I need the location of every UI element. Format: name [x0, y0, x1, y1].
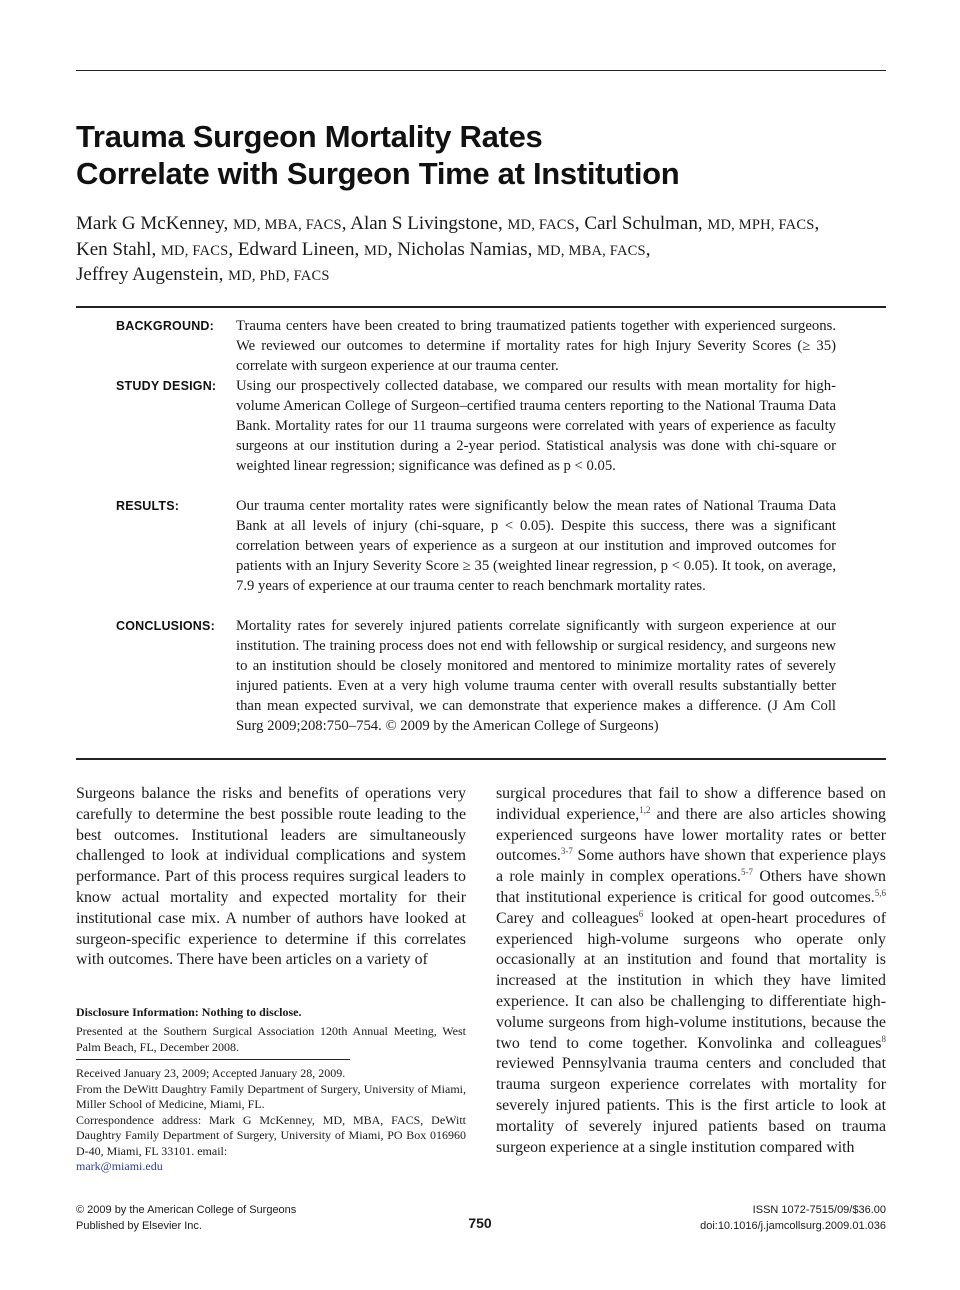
citation-ref[interactable]: 5-7 — [741, 867, 754, 878]
body-text: reviewed Pennsylvania trauma centers and concluded that trauma surgeon experience correlates with mortality for severely injured patients. This is the first article to look at mortality of severely injured patients based on trauma surgeon experience at a single institution compared with — [496, 1055, 886, 1156]
page-number: 750 — [468, 1215, 492, 1231]
author-line-1 — [76, 212, 886, 238]
author-credentials: MD, FACS — [160, 242, 229, 259]
footnote-divider — [76, 1059, 350, 1060]
author-separator: , — [574, 213, 585, 234]
body-text: looked at open-heart procedures of experienced high-volume surgeons who operate only occasionally at an institution and found that mortality is increased at the institution in which they have limited experience. It can also be challenging to differentiate high-volume surgeons from high-volume institutions, because the two tend to come together. Konvolinka and colleagues — [496, 909, 886, 1052]
author-list — [76, 212, 886, 289]
citation-ref[interactable]: 5,6 — [874, 887, 886, 898]
author-name: Carl Schulman, — [584, 213, 708, 234]
abstract-text: Mortality rates for severely injured patients correlate significantly with surgeon experience at our institution. The training process does not end with fellowship or surgical residency, and surgeons new to an institution should be closely monitored and mentored to minimize mortality rates of severely injured patients. Even at a very high volume trauma center with overall results substantially better than mean expected survival, we can demonstrate that experience makes a difference. (J Am Coll Surg 2009;208:750–754. © 2009 by the American College of Surgeons) — [236, 618, 836, 734]
abstract-label: STUDY DESIGN: — [116, 379, 217, 393]
article-title — [76, 118, 876, 192]
author-name: Edward Lineen, — [237, 238, 364, 260]
abstract-text: Using our prospectively collected database, we compared our results with mean mortality for high-volume American College of Surgeon–certified trauma centers reporting to the National Trauma Data Bank. Mortality rates for our 11 trauma surgeons were correlated with years of experience as faculty surgeons at our institution during a 2-year period. Statistical analysis was done with chi-square or weighted linear regression; significance was defined as p < 0.05. — [236, 378, 836, 474]
author-name: Mark G McKenney, — [76, 213, 234, 234]
footer-right — [560, 1203, 886, 1234]
footer-left — [76, 1203, 296, 1234]
affiliation-note: From the DeWitt Daughtry Family Department of Surgery, University of Miami, Miller School of Medicine, Miami, FL. — [76, 1081, 466, 1111]
presented-note: Presented at the Southern Surgical Association 120th Annual Meeting, West Palm Beach, FL, December 2008. — [76, 1024, 466, 1054]
citation-ref[interactable]: 1,2 — [639, 804, 651, 815]
abstract-text: Our trauma center mortality rates were significantly below the mean rates of National Trauma Data Bank at all levels of injury (chi-square, p < 0.05). Despite this success, there was a significant correlation between years of experience as a surgeon at our institution and improved outcomes for patients with an Injury Severity Score ≥ 35 (weighted linear regression, p < 0.05). It took, on average, 7.9 years of experience at our trauma center to reach benchmark mortality rates. — [236, 498, 836, 594]
author-separator: , — [645, 238, 651, 260]
author-line-2 — [76, 238, 886, 264]
title-line-1: Trauma Surgeon Mortality Rates — [76, 119, 543, 154]
author-credentials: MD, FACS — [507, 217, 575, 233]
disclosure-note: Disclosure Information: Nothing to disclose. — [76, 1005, 302, 1019]
abstract-text: Trauma centers have been created to bring traumatized patients together with experienced surgeons. We reviewed our outcomes to determine if mortality rates for high Injury Severity Scores (≥ 35) correlate with surgeon experience at our trauma center. — [236, 318, 836, 374]
abstract-label: CONCLUSIONS: — [116, 619, 215, 633]
author-credentials: MD, PhD, FACS — [228, 268, 330, 284]
correspondence-note — [76, 1113, 466, 1175]
body-text: surgical procedures that fail to show a difference based on individual experience, — [496, 785, 886, 823]
author-name: Alan S Livingstone, — [350, 213, 508, 234]
body-right-column — [496, 784, 886, 1158]
doi-text: doi:10.1016/j.jamcollsurg.2009.01.036 — [700, 1219, 886, 1232]
author-credentials: MD, MPH, FACS — [707, 217, 815, 233]
article-info-notes — [76, 1066, 466, 1175]
author-separator: , — [387, 238, 398, 260]
abstract-label: BACKGROUND: — [116, 319, 215, 333]
author-separator: , — [814, 213, 820, 234]
copyright-text: © 2009 by the American College of Surgeons — [76, 1204, 297, 1216]
correspondence-text: Correspondence address: Mark G McKenney, MD, MBA, FACS, DeWitt Daughtry Family Department of Surgery, University of Miami, PO Box 016960 D-40, Miami, FL 33101. email: — [76, 1112, 466, 1158]
received-note: Received January 23, 2009; Accepted January 28, 2009. — [76, 1066, 346, 1080]
author-separator: , — [228, 238, 238, 260]
author-credentials: MD — [363, 242, 388, 259]
abstract-box — [76, 306, 886, 760]
author-name: Jeffrey Augenstein, — [76, 264, 229, 285]
body-text: and there are also articles showing experienced surgeons have lower mortality rates or better outcomes. — [496, 805, 886, 865]
top-rule — [76, 70, 886, 71]
email-link[interactable]: mark@miami.edu — [76, 1159, 163, 1173]
author-credentials: MD, MBA, FACS — [233, 217, 342, 233]
citation-ref[interactable]: 3-7 — [560, 846, 573, 857]
publisher-text: Published by Elsevier Inc. — [76, 1219, 202, 1232]
author-line-3 — [76, 263, 886, 289]
author-separator: , — [341, 213, 351, 234]
author-name: Ken Stahl, — [76, 238, 161, 260]
title-line-2: Correlate with Surgeon Time at Institution — [76, 156, 680, 191]
body-text: Others have shown that institutional experience is critical for good outcomes. — [496, 868, 886, 906]
body-left-column: Surgeons balance the risks and benefits of operations very carefully to determine the best possible route leading to the best outcomes. Institutional leaders are simultaneously challenged to look at individual complications and system performance. Part of this process requires surgical leaders to know actual mortality and expected mortality for their institutional case mix. A number of authors have looked at surgeon-specific experience to determine if this correlates with outcomes. There have been articles on a variety of — [76, 785, 466, 969]
issn-text: ISSN 1072-7515/09/$36.00 — [752, 1204, 886, 1216]
body-text: Carey and colleagues — [496, 909, 639, 927]
abstract-label: RESULTS: — [116, 499, 180, 513]
citation-ref[interactable]: 6 — [638, 908, 644, 919]
author-credentials: MD, MBA, FACS — [537, 242, 646, 259]
citation-ref[interactable]: 8 — [881, 1033, 886, 1044]
body-text: Some authors have shown that experience plays a role mainly in complex operations. — [496, 847, 886, 886]
author-name: Nicholas Namias, — [397, 238, 538, 260]
